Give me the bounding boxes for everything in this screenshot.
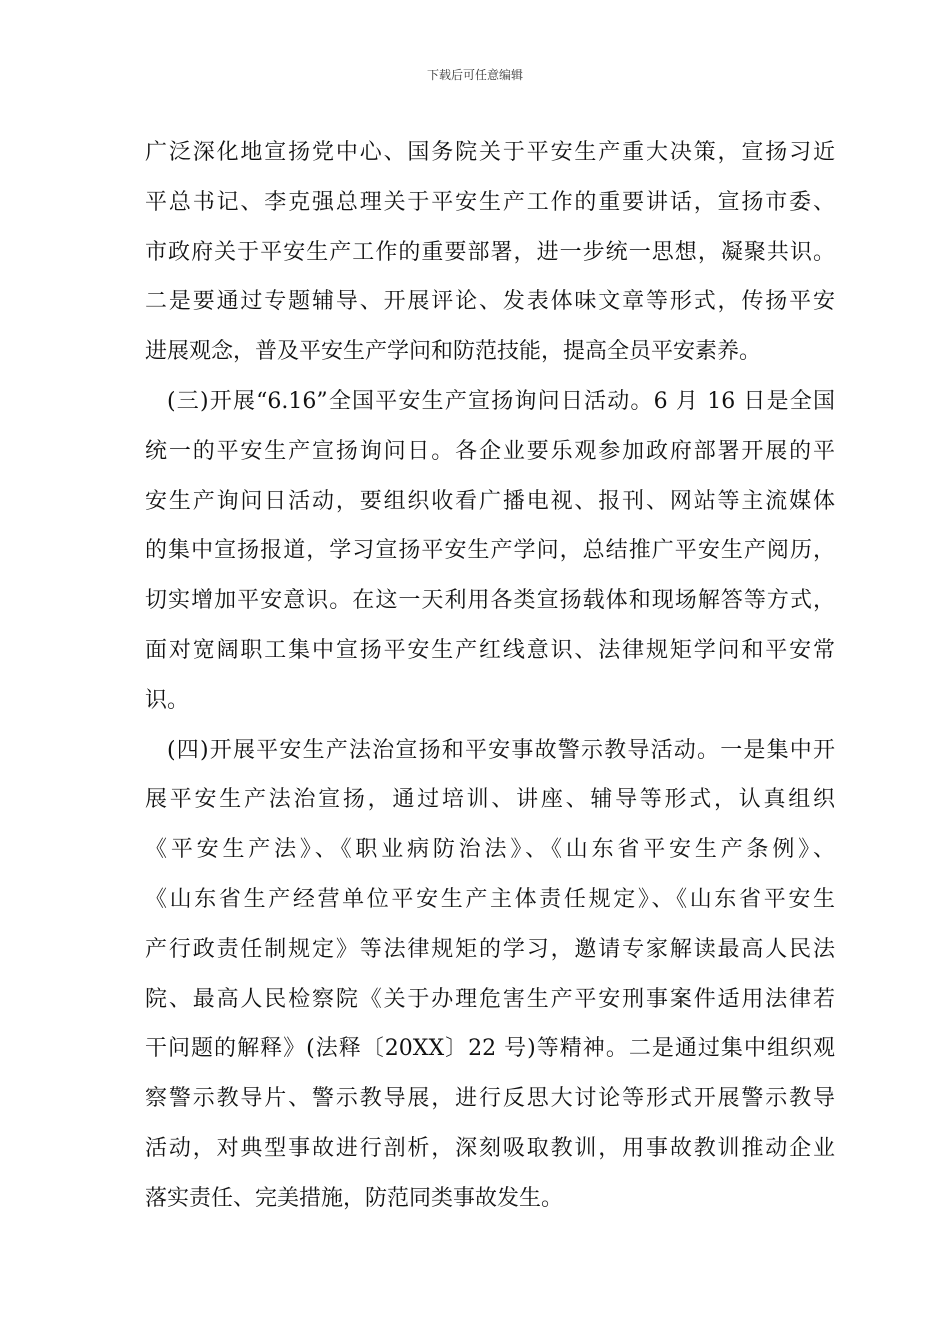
text-line: 广泛深化地宣扬党中心、国务院关于平安生产重大决策，宣扬习近 bbox=[145, 140, 835, 165]
page-header: 下载后可任意编辑 bbox=[426, 68, 523, 82]
text-line: 产行政责任制规定》等法律规矩的学习，邀请专家解读最高人民法 bbox=[145, 936, 835, 962]
text-line: 进展观念，普及平安生产学问和防范技能，提高全员平安素养。 bbox=[145, 339, 762, 365]
text-line: 院、最高人民检察院《关于办理危害生产平安刑事案件适用法律若 bbox=[145, 986, 835, 1012]
text-line: 察警示教导片、警示教导展，进行反思大讨论等形式开展警示教导 bbox=[145, 1086, 835, 1112]
text-line: 二是要通过专题辅导、开展评论、发表体味文章等形式，传扬平安 bbox=[145, 289, 835, 315]
text-line: (四)开展平安生产法治宣扬和平安事故警示教导活动。一是集中开 bbox=[167, 737, 835, 763]
text-line: 的集中宣扬报道，学习宣扬平安生产学问，总结推广平安生产阅历， bbox=[145, 538, 835, 564]
text-line: 切实增加平安意识。在这一天利用各类宣扬载体和现场解答等方式， bbox=[145, 588, 835, 614]
document-body bbox=[145, 128, 835, 1224]
text-line: 《山东省生产经营单位平安生产主体责任规定》、《山东省平安生 bbox=[145, 886, 835, 912]
text-line: 平总书记、李克强总理关于平安生产工作的重要讲话，宣扬市委、 bbox=[145, 189, 835, 215]
text-line: 面对宽阔职工集中宣扬平安生产红线意识、法律规矩学问和平安常 bbox=[145, 637, 835, 663]
text-line: (三)开展“6.16”全国平安生产宣扬询问日活动。6 月 16 日是全国 bbox=[167, 388, 835, 414]
text-line: 识。 bbox=[145, 687, 190, 713]
text-line: 市政府关于平安生产工作的重要部署，进一步统一思想，凝聚共识。 bbox=[145, 239, 835, 265]
text-line: 落实责任、完美措施，防范同类事故发生。 bbox=[145, 1185, 564, 1211]
text-line: 《平安生产法》、《职业病防治法》、《山东省平安生产条例》、 bbox=[145, 837, 835, 863]
text-line: 干问题的解释》(法释〔20XX〕22 号)等精神。二是通过集中组织观 bbox=[145, 1036, 835, 1062]
text-line: 安生产询问日活动，要组织收看广播电视、报刊、网站等主流媒体 bbox=[145, 488, 835, 514]
text-line: 统一的平安生产宣扬询问日。各企业要乐观参加政府部署开展的平 bbox=[145, 438, 835, 464]
text-line: 展平安生产法治宣扬，通过培训、讲座、辅导等形式，认真组织 bbox=[145, 787, 835, 813]
text-line: 活动，对典型事故进行剖析，深刻吸取教训，用事故教训推动企业 bbox=[145, 1135, 835, 1161]
